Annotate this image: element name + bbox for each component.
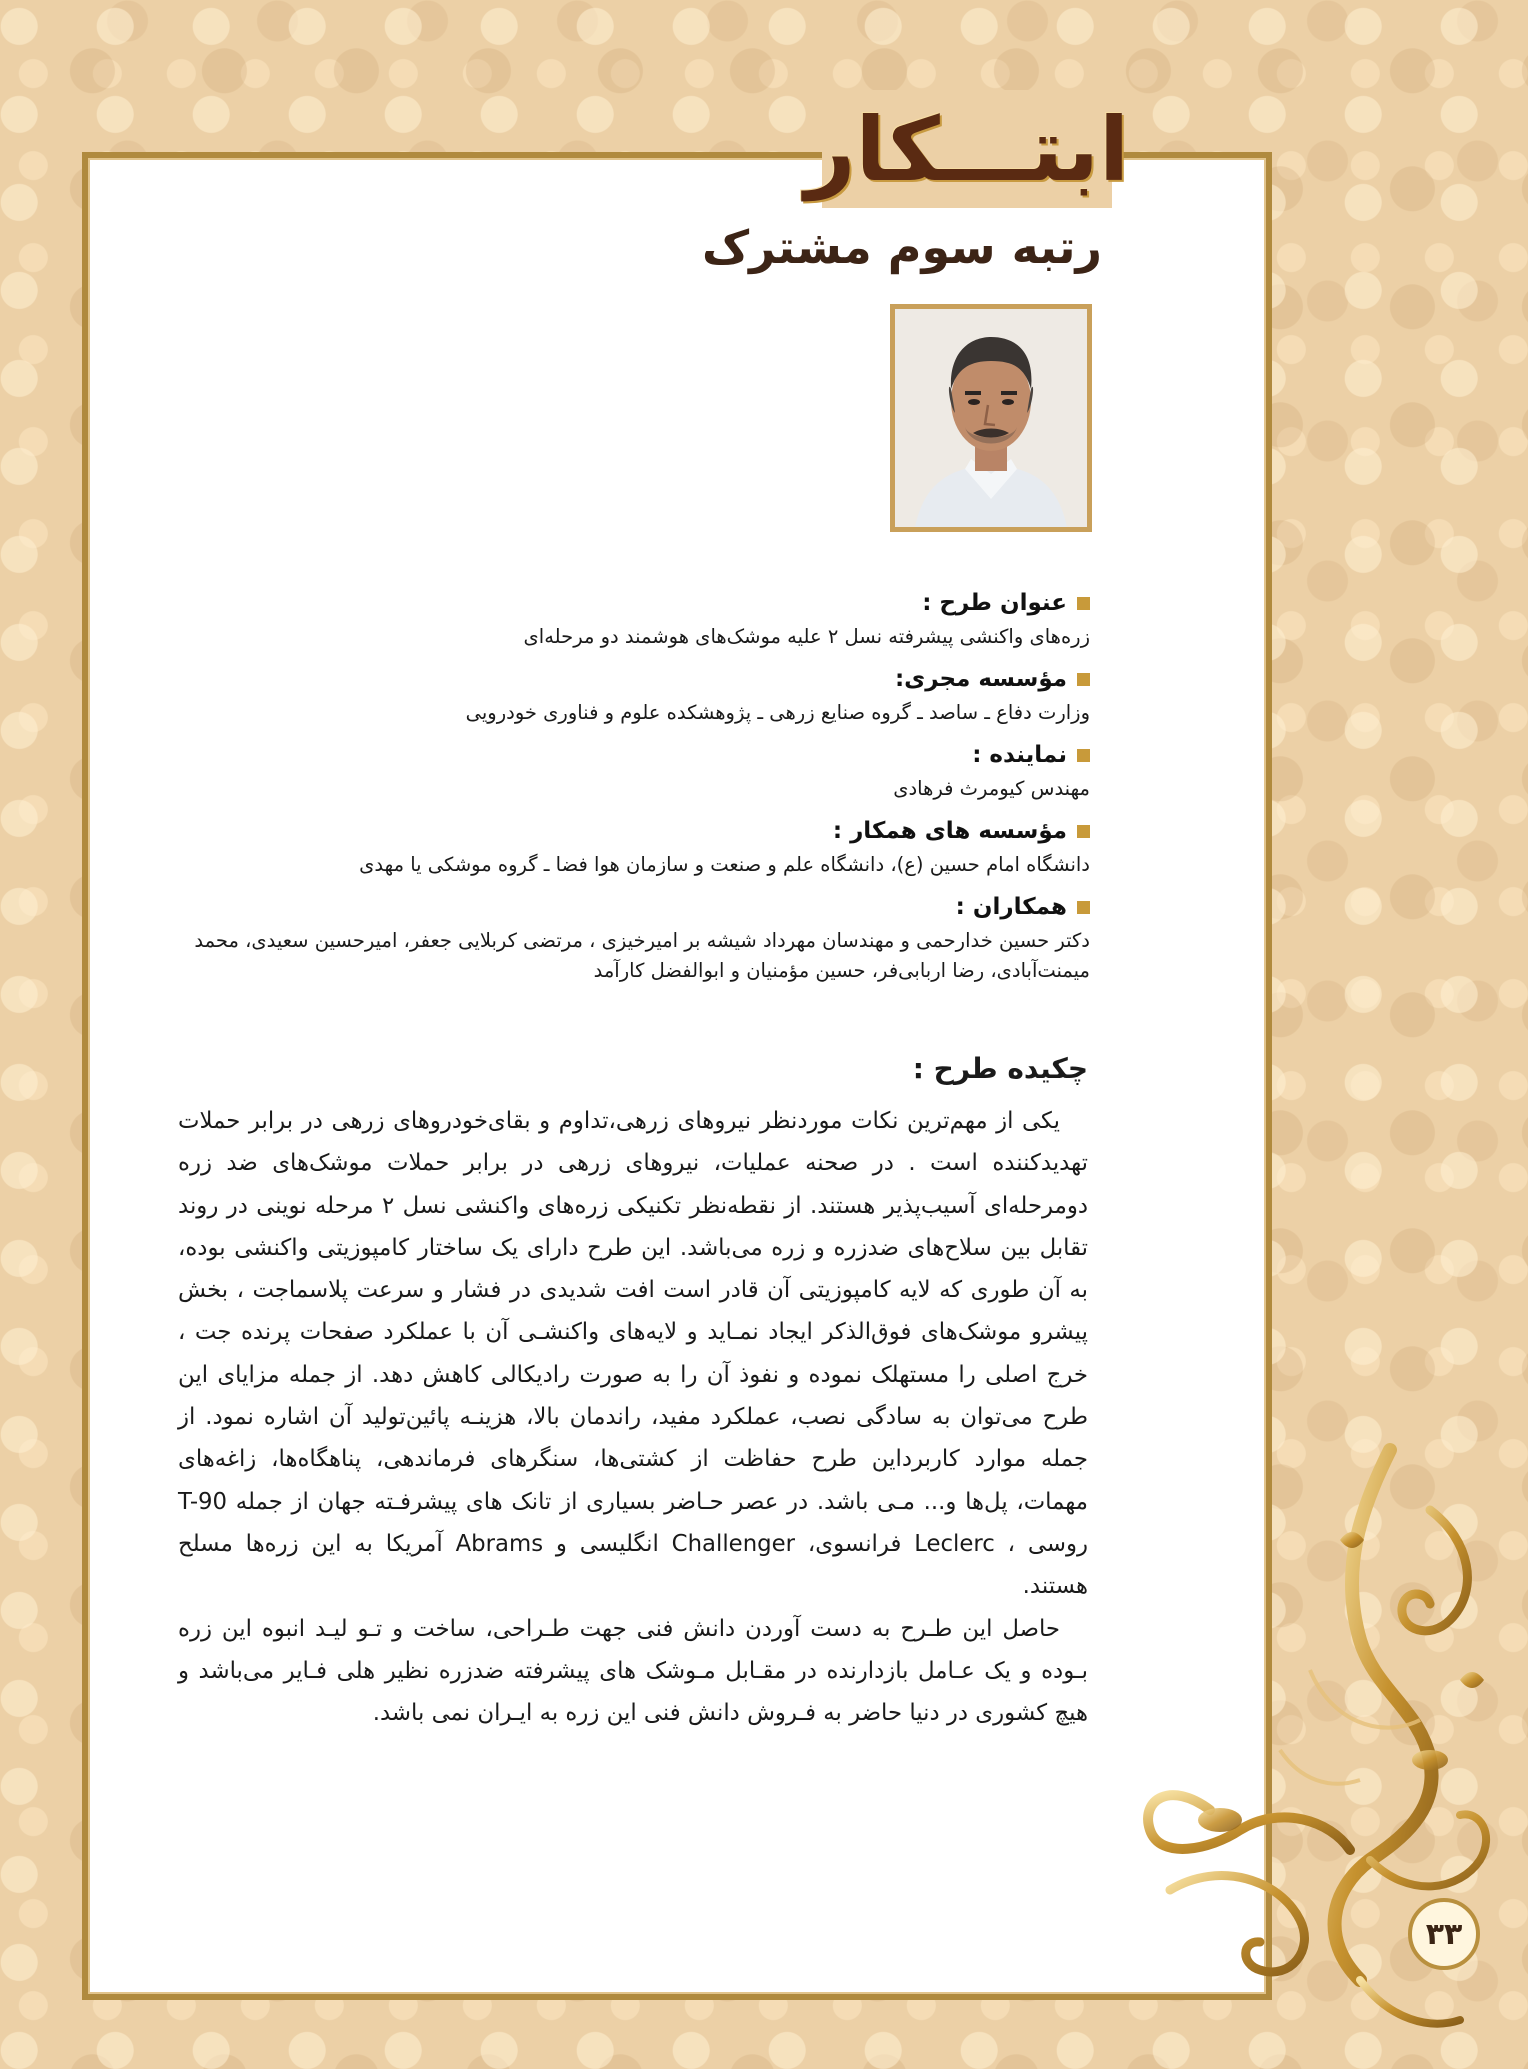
bullet-icon <box>1077 749 1090 762</box>
bullet-icon <box>1077 901 1090 914</box>
rank-subtitle: رتبه سوم مشترک <box>701 220 1102 274</box>
bullet-icon <box>1077 673 1090 686</box>
field-value: مهندس کیومرث فرهادی <box>893 776 1090 800</box>
bullet-icon <box>1077 597 1090 610</box>
field-label: نماینده : <box>972 742 1067 768</box>
abstract-paragraph: حاصل این طـرح به دست آوردن دانش فنی جهت طـراحی، ساخت و تـو لیـد انبوه این زره بـوده و یک عـامل بازدارنده در مقـابل مـوشک های پیشرفته ضدزره نظیر هلی فـایر می‌باشد و هیچ کشوری در دنیا حاضر به فـروش دانش فنی این زره به ایـران نمی باشد. <box>178 1615 1088 1727</box>
field-value: دانشگاه امام حسین (ع)، دانشگاه علم و صنعت و سازمان هوا فضا ـ گروه موشکی یا مهدی <box>359 852 1090 876</box>
abstract-heading: چکیده طرح : <box>912 1052 1088 1085</box>
title-banner <box>804 90 1130 208</box>
page-title: ابتـــکار <box>804 97 1130 201</box>
field-title <box>170 586 1090 652</box>
page-number: ۳۳ <box>1408 1898 1480 1970</box>
field-label: همکاران : <box>955 894 1067 920</box>
portrait-photo-frame <box>890 304 1092 532</box>
field-label: مؤسسه مجری: <box>894 666 1067 692</box>
field-collaborators <box>170 890 1090 986</box>
field-label: مؤسسه های همکار : <box>832 818 1067 844</box>
field-label: عنوان طرح : <box>922 590 1067 616</box>
field-executor <box>170 662 1090 728</box>
portrait-photo-icon <box>895 309 1087 527</box>
field-value: وزارت دفاع ـ ساصد ـ گروه صنایع زرهی ـ پژوهشکده علوم و فناوری خودرویی <box>465 700 1090 724</box>
abstract-paragraph: یکی از مهم‌ترین نکات موردنظر نیروهای زرهی،تداوم و بقای‌خودروهای زرهی در برابر حملات تهدیدکننده است . در صحنه عملیات، نیروهای زرهی در برابر حملات موشک‌های ضد زره دومرحله‌ای آسیب‌پذیر هستند. از نقطه‌نظر تکنیکی زره‌های واکنشی نسل ۲ مرحله نوینی در روند تقابل بین سلاح‌های ضدزره و زره می‌باشد. این طرح دارای یک ساختار کامپوزیتی واکنشی بوده، به آن طوری که لایه کامپوزیتی آن قادر است افت شدیدی در فشار و سرعت پلاسماجت ، بخش پیشرو موشک‌های فوق‌الذکر ایجاد نمـاید و لایه‌های واکنشـی آن با عملکرد صفحات پرنده جت ، خرج اصلی را مستهلک نموده و نفوذ آن را به صورت رادیکالی کاهش دهد. از جمله مزایای این طرح می‌توان به سادگی نصب، عملکرد مفید، راندمان بالا، هزینـه پائین‌تولید آن اشاره نمود. از جمله موارد کاربرداین طرح حفاظت از کشتی‌ها، سنگرهای فرماندهی، پناهگاه‌ها، زاغه‌های مهمات، پل‌ها و... مـی باشد. در عصر حـاضر بسیاری از تانک های پیشرفـته جهان از جمله T-90 روسی ، Leclerc فرانسوی، Challenger انگلیسی و Abrams آمریکا به این زره‌ها مسلح هستند. <box>178 1108 1088 1600</box>
field-representative <box>170 738 1090 804</box>
field-value: دکتر حسین خدارحمی و مهندسان مهرداد شیشه بر امیرخیزی ، مرتضی کربلایی جعفر، امیرحسین سعیدی، محمد میمنت‌آبادی، رضا اربابی‌فر، حسین مؤمنیان و ابوالفضل کارآمد <box>194 928 1090 982</box>
abstract-body <box>178 1100 1088 1734</box>
field-value: زره‌های واکنشی پیشرفته نسل ۲ علیه موشک‌های هوشمند دو مرحله‌ای <box>523 624 1090 648</box>
field-partner-institutes <box>170 814 1090 880</box>
bullet-icon <box>1077 825 1090 838</box>
